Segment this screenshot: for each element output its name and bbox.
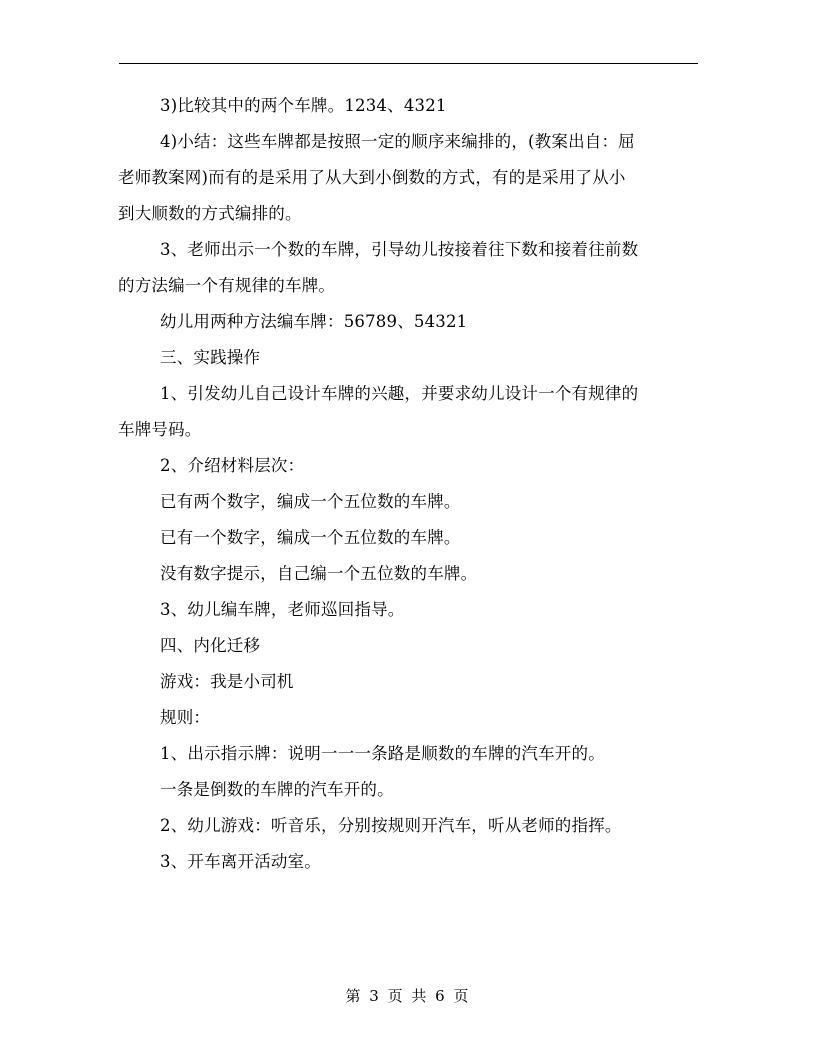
paragraph-line: 2、幼儿游戏：听音乐，分别按规则开汽车，听从老师的指挥。 <box>160 816 622 835</box>
paragraph-line: 1、出示指示牌：说明一一一条路是顺数的车牌的汽车开的。 <box>160 744 605 763</box>
paragraph-line: 3、开车离开活动室。 <box>160 852 321 871</box>
section-heading: 四、内化迁移 <box>160 636 261 655</box>
paragraph-line: 老师教案网)而有的是采用了从大到小倒数的方式，有的是采用了从小 <box>118 168 626 187</box>
section-heading: 三、实践操作 <box>160 348 261 367</box>
paragraph-line: 到大顺数的方式编排的。 <box>118 204 302 223</box>
paragraph-line: 3)比较其中的两个车牌。1234、4321 <box>160 96 447 115</box>
paragraph-line: 车牌号码。 <box>118 420 202 439</box>
page-footer: 第 3 页 共 6 页 <box>345 987 471 1005</box>
paragraph-line: 1、引发幼儿自己设计车牌的兴趣，并要求幼儿设计一个有规律的 <box>160 384 639 403</box>
document-body <box>118 88 700 880</box>
paragraph-line: 3、幼儿编车牌，老师巡回指导。 <box>160 600 405 619</box>
paragraph-line: 的方法编一个有规律的车牌。 <box>118 276 336 295</box>
paragraph-line: 3、老师出示一个数的车牌，引导幼儿按接着往下数和接着往前数 <box>160 240 639 259</box>
paragraph-line: 规则： <box>160 708 211 727</box>
paragraph-line: 一条是倒数的车牌的汽车开的。 <box>160 780 394 799</box>
header-rule <box>119 63 698 64</box>
paragraph-line: 游戏：我是小司机 <box>160 672 294 691</box>
paragraph-line: 幼儿用两种方法编车牌：56789、54321 <box>160 312 468 331</box>
paragraph-line: 没有数字提示，自己编一个五位数的车牌。 <box>160 564 478 583</box>
paragraph-line: 2、介绍材料层次： <box>160 456 305 475</box>
paragraph-line: 已有两个数字，编成一个五位数的车牌。 <box>160 492 461 511</box>
paragraph-line: 已有一个数字，编成一个五位数的车牌。 <box>160 528 461 547</box>
paragraph-line: 4)小结：这些车牌都是按照一定的顺序来编排的，(教案出自：屈 <box>160 132 635 151</box>
